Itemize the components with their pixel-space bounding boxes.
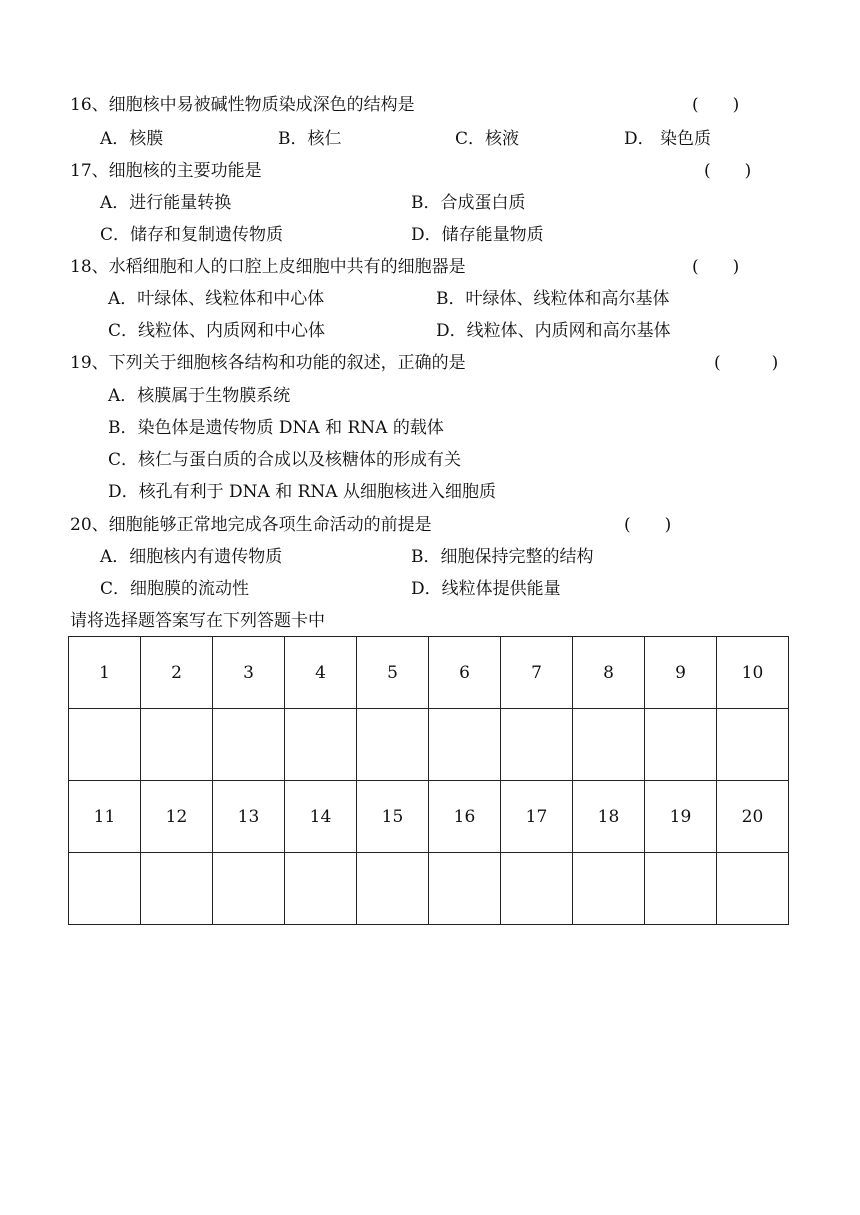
question-number-cell: 9 xyxy=(645,637,717,709)
answer-card-number-row-1 xyxy=(69,637,789,709)
answer-cell[interactable] xyxy=(717,853,789,925)
question-16-stem: 16、细胞核中易被碱性物质染成深色的结构是 xyxy=(70,95,415,115)
question-number-cell: 3 xyxy=(213,637,285,709)
answer-card-answer-row-1 xyxy=(69,709,789,781)
answer-card-instruction: 请将选择题答案写在下列答题卡中 xyxy=(70,611,325,631)
answer-cell[interactable] xyxy=(717,709,789,781)
answer-cell[interactable] xyxy=(357,853,429,925)
question-number-cell: 15 xyxy=(357,781,429,853)
answer-cell[interactable] xyxy=(645,853,717,925)
question-number-cell: 13 xyxy=(213,781,285,853)
question-number-cell: 10 xyxy=(717,637,789,709)
question-19-option-b: B．染色体是遗传物质 DNA 和 RNA 的载体 xyxy=(108,418,444,438)
question-number-cell: 17 xyxy=(501,781,573,853)
question-17-option-d: D．储存能量物质 xyxy=(411,225,544,245)
question-20-option-c: C．细胞膜的流动性 xyxy=(100,579,250,599)
answer-card-number-row-2 xyxy=(69,781,789,853)
question-16-answer-paren: ( ) xyxy=(692,95,740,115)
answer-cell[interactable] xyxy=(429,709,501,781)
question-18-option-d: D．线粒体、内质网和高尔基体 xyxy=(436,321,671,341)
question-16-option-d: D． 染色质 xyxy=(624,129,712,149)
answer-cell[interactable] xyxy=(141,709,213,781)
answer-cell[interactable] xyxy=(213,709,285,781)
answer-cell[interactable] xyxy=(285,853,357,925)
answer-cell[interactable] xyxy=(213,853,285,925)
question-number-cell: 1 xyxy=(69,637,141,709)
answer-cell[interactable] xyxy=(69,853,141,925)
question-20-answer-paren: ( ) xyxy=(624,515,672,535)
answer-cell[interactable] xyxy=(573,709,645,781)
question-19-option-c: C．核仁与蛋白质的合成以及核糖体的形成有关 xyxy=(108,450,462,470)
question-20-option-d: D．线粒体提供能量 xyxy=(411,579,561,599)
answer-cell[interactable] xyxy=(645,709,717,781)
question-18-option-b: B．叶绿体、线粒体和高尔基体 xyxy=(436,289,670,309)
question-number-cell: 5 xyxy=(357,637,429,709)
question-18-answer-paren: ( ) xyxy=(692,257,740,277)
question-18-option-a: A．叶绿体、线粒体和中心体 xyxy=(108,289,325,309)
question-17-option-c: C．储存和复制遗传物质 xyxy=(100,225,284,245)
answer-cell[interactable] xyxy=(501,853,573,925)
question-number-cell: 16 xyxy=(429,781,501,853)
answer-card-answer-row-2 xyxy=(69,853,789,925)
answer-card-table xyxy=(68,636,789,925)
question-number-cell: 18 xyxy=(573,781,645,853)
answer-cell[interactable] xyxy=(357,709,429,781)
question-number-cell: 7 xyxy=(501,637,573,709)
question-19-option-a: A．核膜属于生物膜系统 xyxy=(108,386,291,406)
question-19-option-d: D．核孔有利于 DNA 和 RNA 从细胞核进入细胞质 xyxy=(108,482,496,502)
question-number-cell: 6 xyxy=(429,637,501,709)
answer-cell[interactable] xyxy=(573,853,645,925)
question-number-cell: 2 xyxy=(141,637,213,709)
question-17-answer-paren: ( ) xyxy=(704,161,752,181)
question-20-option-a: A．细胞核内有遗传物质 xyxy=(100,547,283,567)
question-18-stem: 18、水稻细胞和人的口腔上皮细胞中共有的细胞器是 xyxy=(70,257,466,277)
question-number-cell: 11 xyxy=(69,781,141,853)
question-19-stem: 19、下列关于细胞核各结构和功能的叙述，正确的是 xyxy=(70,353,466,373)
answer-cell[interactable] xyxy=(285,709,357,781)
question-20-stem: 20、细胞能够正常地完成各项生命活动的前提是 xyxy=(70,515,432,535)
question-17-stem: 17、细胞核的主要功能是 xyxy=(70,161,262,181)
question-16-option-c: C．核液 xyxy=(455,129,520,149)
question-number-cell: 8 xyxy=(573,637,645,709)
question-number-cell: 4 xyxy=(285,637,357,709)
answer-cell[interactable] xyxy=(501,709,573,781)
question-17-option-a: A．进行能量转换 xyxy=(100,193,232,213)
answer-cell[interactable] xyxy=(141,853,213,925)
question-19-answer-paren: ( ) xyxy=(714,353,779,373)
question-18-option-c: C．线粒体、内质网和中心体 xyxy=(108,321,326,341)
question-number-cell: 14 xyxy=(285,781,357,853)
question-20-option-b: B．细胞保持完整的结构 xyxy=(411,547,594,567)
question-16-option-a: A．核膜 xyxy=(100,129,164,149)
answer-cell[interactable] xyxy=(429,853,501,925)
question-number-cell: 12 xyxy=(141,781,213,853)
question-number-cell: 20 xyxy=(717,781,789,853)
question-number-cell: 19 xyxy=(645,781,717,853)
answer-cell[interactable] xyxy=(69,709,141,781)
question-16-option-b: B．核仁 xyxy=(278,129,342,149)
question-17-option-b: B．合成蛋白质 xyxy=(411,193,526,213)
